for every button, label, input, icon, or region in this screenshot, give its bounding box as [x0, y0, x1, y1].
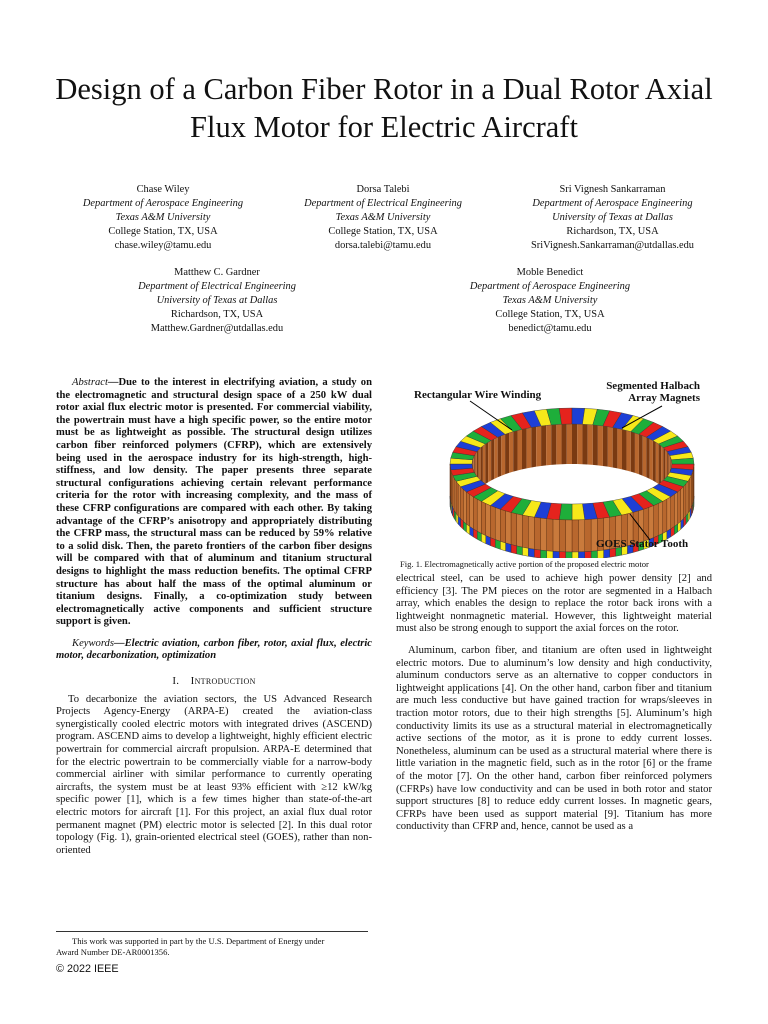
- label-segmented-halbach: Segmented Halbach Array Magnets: [606, 380, 700, 404]
- inner-wall-segment: [488, 440, 491, 482]
- lower-magnet-segment: [547, 551, 553, 558]
- author-name: Chase Wiley: [136, 184, 190, 195]
- inner-wall-segment: [639, 434, 643, 475]
- abstract-text: —Due to the interest in electrifying aviation, a study on the electromagnetic and structural design space of a 250 kW dual rotor axial flux electric motor is presented. For commercial viability, the powertrain must have a high specific power, so the entire motor must be as lightweight as possible. The structural design utilizes carbon fiber reinforced polymers (CFRP), which are extensively being used in the aerospace industry for its high-strength, high-stiffness, and low density. The paper presents three separate structural configurations achieving certain relevant performance criteria for the rotor with increasing complexity, and the mass of these CFRP configurations are compared with each other. By taking advantage of the CFRP’s anisotropy and appropriately distributing the CFRP mass, the structural mass can be reduced by 59% relative to a solid disk. Then, the pareto frontiers of the carbon fiber designs will be compared with that of aluminum and titanium structural designs to highlight the mass reduction benefits. The optimal CFRP structure has about half the mass of the optimal aluminum or titanium designs. Finally, a co-optimization study between electromagnetically active components and sufficient structure support is given.: [56, 377, 372, 628]
- inner-wall-segment: [598, 425, 603, 466]
- right-paragraph-2: Aluminum, carbon fiber, and titanium are often used in lightweight electric motors. Due to aluminum’s low density and high conductivity, aluminum conductors serve as an alternative to copper conductors in lightweight applications [4]. On the other hand, carbon fiber and titanium are much less conductive but have gained traction for wraps/sleeves in traction motor rotors, due to their high strengths [5]. Aluminum’s high conductivity limits its use as a structural material in electromagnetically active sections of the motor, as it is prone to eddy current losses. Nonetheless, aluminum can be used as a structural material where there is little variation in the magnetic field, such as in the rotor [6] or the frame of the motor [7]. On the other hand, carbon fiber reinforced polymers (CFRPs) have low conductivity and can be used in both rotor and stator support structures [8] to reduce eddy current losses. In magnetic gears, CFRPs have been used as support material [9]. Titanium has more conductivity than CFRP and, hence, cannot be used as a: [396, 644, 712, 833]
- author-email[interactable]: Matthew.Gardner@utdallas.edu: [150, 323, 284, 334]
- lower-magnet-segment: [540, 550, 546, 558]
- winding-segment: [585, 519, 591, 551]
- author-dept: Department of Aerospace Engineering: [469, 281, 631, 292]
- winding-segment: [511, 512, 517, 545]
- inner-wall-segment: [603, 426, 608, 467]
- winding-segment: [644, 508, 649, 542]
- winding-segment: [454, 478, 456, 513]
- author-name: Matthew C. Gardner: [174, 267, 260, 278]
- abstract: [56, 377, 372, 629]
- winding-segment: [481, 501, 485, 535]
- winding-segment: [540, 518, 546, 551]
- inner-wall-segment: [551, 424, 556, 464]
- winding-segment: [553, 519, 559, 551]
- author-location: College Station, TX, USA: [328, 226, 438, 237]
- winding-segment: [500, 509, 505, 543]
- winding-segment: [572, 520, 578, 552]
- inner-wall-segment: [491, 439, 494, 481]
- author-email[interactable]: dorsa.talebi@tamu.edu: [334, 240, 432, 251]
- author-univ: Texas A&M University: [502, 295, 598, 306]
- lower-magnet-segment: [486, 536, 491, 546]
- inner-wall-segment: [527, 427, 532, 468]
- winding-segment: [458, 484, 460, 519]
- lower-magnet-segment: [528, 548, 534, 557]
- magnet-segment: [572, 504, 585, 520]
- inner-wall-segment: [635, 433, 639, 474]
- copyright: © 2022 IEEE: [56, 963, 119, 975]
- lower-magnet-segment: [591, 551, 597, 558]
- lower-magnet-segment: [490, 538, 495, 548]
- figure-caption: Fig. 1. Electromagnetically active portion of the proposed electric motor: [400, 559, 649, 569]
- inner-wall-segment: [577, 424, 582, 464]
- author-dept: Department of Aerospace Engineering: [532, 198, 693, 209]
- lower-magnet-segment: [578, 552, 584, 558]
- winding-segment: [522, 515, 528, 548]
- lower-magnet-segment: [506, 543, 511, 553]
- author-name: Moble Benedict: [516, 267, 584, 278]
- inner-wall-segment: [608, 427, 613, 468]
- lower-magnet-segment: [559, 552, 565, 558]
- winding-segment: [674, 492, 677, 526]
- winding-segment: [667, 497, 671, 531]
- winding-segment: [559, 520, 565, 552]
- inner-wall-segment: [513, 430, 517, 471]
- winding-segment: [466, 492, 469, 526]
- author-location: College Station, TX, USA: [495, 309, 605, 320]
- footnote: [56, 936, 376, 958]
- inner-wall-segment: [536, 426, 541, 467]
- paper-title: Design of a Carbon Fiber Rotor in a Dual Rotor Axial Flux Motor for Electric Aircraft: [55, 72, 713, 144]
- inner-wall-segment: [531, 427, 536, 468]
- winding-segment: [663, 499, 667, 533]
- winding-segment: [681, 487, 684, 522]
- author-dept: Department of Electrical Engineering: [304, 198, 462, 209]
- author-block-5: [450, 266, 650, 336]
- winding-segment: [506, 511, 511, 545]
- section-heading-introduction: I. Introduction: [172, 675, 256, 688]
- winding-segment: [534, 517, 540, 550]
- lower-magnet-segment: [553, 551, 559, 558]
- author-univ: Texas A&M University: [115, 212, 211, 223]
- author-email[interactable]: chase.wiley@tamu.edu: [114, 240, 212, 251]
- winding-segment: [456, 481, 458, 516]
- label-goes-stator-tooth: GOES Stator Tooth: [596, 538, 689, 550]
- lower-magnet-segment: [500, 541, 505, 551]
- lower-magnet-segment: [572, 552, 578, 558]
- inner-wall-segment: [582, 424, 587, 464]
- winding-segment: [566, 520, 572, 552]
- winding-segment: [470, 494, 474, 528]
- inner-wall-segment: [541, 425, 546, 466]
- winding-segment: [678, 489, 681, 524]
- author-block-3: [505, 183, 720, 253]
- author-email[interactable]: benedict@tamu.edu: [508, 323, 592, 334]
- winding-segment: [473, 497, 477, 531]
- inner-wall-segment: [631, 432, 635, 473]
- keywords-text: —Electric aviation, carbon fiber, rotor, axial flux, electric motor, decarbonization, optimization: [56, 637, 372, 662]
- author-block-4: [117, 266, 317, 336]
- author-name: Sri Vignesh Sankarraman: [559, 184, 666, 195]
- winding-segment: [686, 481, 688, 516]
- inner-wall-segment: [485, 442, 488, 484]
- inner-wall-segment: [653, 440, 656, 482]
- inner-wall-segment: [588, 424, 593, 464]
- winding-segment: [690, 476, 691, 511]
- inner-wall-segment: [494, 437, 497, 479]
- inner-wall-segment: [650, 439, 653, 481]
- winding-segment: [578, 520, 584, 552]
- winding-segment: [517, 514, 523, 547]
- winding-segment: [486, 504, 491, 538]
- lower-magnet-segment: [495, 540, 500, 550]
- author-univ: University of Texas at Dallas: [156, 295, 278, 306]
- inner-wall-segment: [646, 437, 649, 479]
- winding-segment: [688, 478, 690, 513]
- author-name: Dorsa Talebi: [356, 184, 410, 195]
- author-email[interactable]: SriVignesh.Sankarraman@utdallas.edu: [530, 240, 695, 251]
- lower-magnet-segment: [597, 550, 603, 558]
- left-column: [56, 377, 372, 857]
- winding-segment: [547, 519, 553, 552]
- inner-wall-segment: [622, 429, 626, 470]
- inner-wall-segment: [567, 424, 572, 464]
- lower-magnet-segment: [566, 552, 572, 558]
- author-block-2: [283, 183, 483, 253]
- right-column: [396, 573, 712, 834]
- keywords: [56, 638, 372, 663]
- inner-wall-segment: [613, 427, 618, 468]
- abstract-lead: Abstract: [72, 377, 108, 388]
- inner-wall-segment: [509, 432, 513, 473]
- footnote-line-1: This work was supported in part by the U.S. Department of Energy under: [72, 936, 325, 946]
- inner-wall-segment: [498, 436, 502, 478]
- footnote-rule: [56, 931, 368, 932]
- winding-segment: [495, 508, 500, 542]
- inner-wall-segment: [483, 444, 485, 486]
- inner-wall-segment: [556, 424, 561, 464]
- lower-magnet-segment: [585, 551, 591, 558]
- inner-wall-segment: [572, 424, 577, 464]
- author-univ: Texas A&M University: [335, 212, 431, 223]
- inner-wall-segment: [643, 436, 647, 478]
- inner-wall-segment: [501, 434, 505, 475]
- lower-magnet-segment: [604, 549, 610, 558]
- author-block-1: [58, 183, 268, 253]
- footnote-line-2: Award Number DE-AR0001356.: [56, 947, 170, 957]
- keywords-lead: Keywords: [72, 637, 114, 649]
- winding-segment: [463, 489, 466, 524]
- lower-magnet-segment: [517, 546, 523, 555]
- intro-paragraph-1: To decarbonize the aviation sectors, the US Advanced Research Projects Agency-Energy (ARPA-E) created the aviation-class synergistically cooled electric motors with integrated drives (ASCEND) program. ASCEND aims to develop a lightweight, highly efficient electric powertrain for commercial aircraft propulsion. ARPA-E determined that for the electric powertrain to be commercially viable for a narrow-body commercial airliner with similar performance to currently operating aircrafts, the system must be at least 93% efficient with ≥12 kW/kg specific power [1], which is a few times higher than state-of-the-art electric motors for aircraft [1]. For this project, an axial flux dual rotor permanent magnet (PM) electric motor is selected [2]. In this dual rotor topology (Fig. 1), grain-oriented electrical steel (GOES), rather than non-oriented: [56, 693, 372, 856]
- winding-segment: [649, 506, 654, 540]
- inner-wall-segment: [562, 424, 567, 464]
- magnet-segment: [559, 408, 572, 424]
- label-rectangular-wire-winding: Rectangular Wire Winding: [414, 389, 542, 401]
- author-location: Richardson, TX, USA: [170, 309, 264, 320]
- inner-wall-segment: [522, 428, 527, 469]
- author-univ: University of Texas at Dallas: [552, 212, 673, 223]
- inner-wall-segment: [505, 433, 509, 474]
- lower-magnet-segment: [511, 544, 517, 553]
- inner-wall-segment: [659, 444, 661, 486]
- inner-wall-segment: [546, 425, 551, 465]
- inner-wall-segment: [626, 430, 630, 471]
- author-dept: Department of Electrical Engineering: [138, 281, 296, 292]
- inner-wall-segment: [617, 428, 622, 469]
- author-location: Richardson, TX, USA: [566, 226, 659, 237]
- author-dept: Department of Aerospace Engineering: [82, 198, 244, 209]
- inner-wall-segment: [656, 442, 659, 484]
- inner-wall-segment: [593, 425, 598, 465]
- lower-magnet-segment: [522, 547, 528, 556]
- winding-segment: [683, 484, 685, 519]
- winding-segment: [477, 499, 481, 533]
- inner-wall-segment: [518, 429, 522, 470]
- figure-1: [400, 368, 730, 558]
- lower-magnet-segment: [534, 549, 540, 558]
- winding-segment: [671, 494, 675, 528]
- winding-segment: [453, 476, 454, 511]
- right-paragraph-1: electrical steel, can be used to achieve high power density [2] and efficiency [3]. The PM pieces on the rotor are segmented in a Halbach array, which enables the design to replace the rotor back irons with a lightweight nonmagnetic material. However, this lightweight material must also be strong enough to support the axial forces on the rotor.: [396, 573, 712, 635]
- winding-segment: [490, 506, 495, 540]
- winding-segment: [654, 504, 659, 538]
- winding-segment: [658, 501, 662, 535]
- winding-segment: [528, 516, 534, 549]
- author-location: College Station, TX, USA: [108, 226, 218, 237]
- winding-segment: [461, 487, 464, 522]
